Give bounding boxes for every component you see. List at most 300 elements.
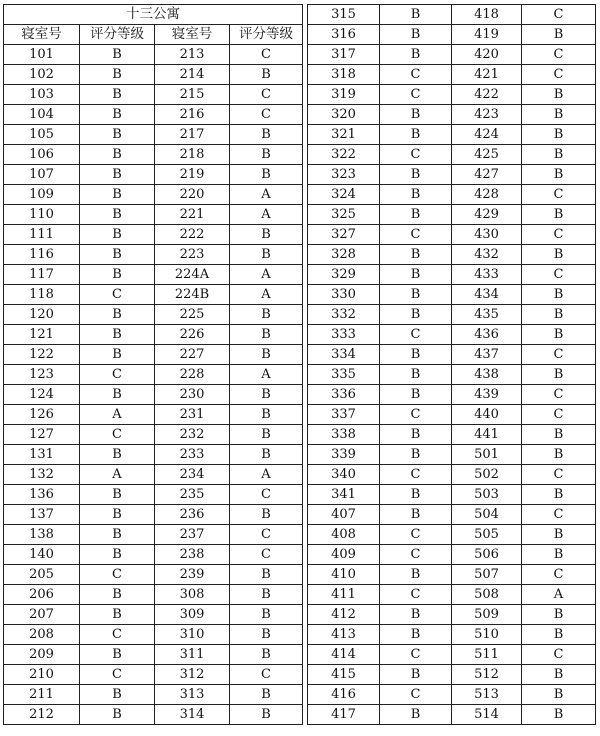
room-number-cell: 418 <box>452 5 522 25</box>
room-number-cell: 501 <box>452 445 522 465</box>
grade-cell: B <box>80 585 155 605</box>
grade-cell: B <box>230 705 303 725</box>
room-number-cell: 329 <box>308 265 380 285</box>
room-number-cell: 117 <box>4 265 80 285</box>
room-number-cell: 207 <box>4 605 80 625</box>
room-number-cell: 411 <box>308 585 380 605</box>
room-number-cell: 231 <box>155 405 230 425</box>
grade-cell: B <box>522 445 596 465</box>
room-number-cell: 120 <box>4 305 80 325</box>
grade-cell: B <box>80 245 155 265</box>
grade-cell: A <box>80 405 155 425</box>
room-number-cell: 109 <box>4 185 80 205</box>
table-row <box>4 365 596 385</box>
grade-cell: B <box>522 605 596 625</box>
grade-cell: C <box>380 525 452 545</box>
grade-cell: B <box>380 485 452 505</box>
grade-cell: B <box>522 285 596 305</box>
grade-cell: B <box>380 205 452 225</box>
room-number-cell: 221 <box>155 205 230 225</box>
room-number-cell: 503 <box>452 485 522 505</box>
grade-cell: C <box>522 265 596 285</box>
room-number-cell: 512 <box>452 665 522 685</box>
room-number-cell: 132 <box>4 465 80 485</box>
grade-cell: C <box>380 465 452 485</box>
grade-cell: C <box>380 85 452 105</box>
room-number-cell: 123 <box>4 365 80 385</box>
room-number-cell: 505 <box>452 525 522 545</box>
room-number-cell: 333 <box>308 325 380 345</box>
room-number-cell: 230 <box>155 385 230 405</box>
grade-cell: B <box>230 505 303 525</box>
grade-cell: B <box>230 225 303 245</box>
room-number-cell: 325 <box>308 205 380 225</box>
room-number-cell: 336 <box>308 385 380 405</box>
grade-cell: B <box>80 325 155 345</box>
room-number-cell: 427 <box>452 165 522 185</box>
room-number-cell: 309 <box>155 605 230 625</box>
grade-cell: B <box>522 165 596 185</box>
grade-cell: B <box>380 125 452 145</box>
grade-cell: B <box>80 645 155 665</box>
grade-cell: B <box>80 265 155 285</box>
grade-cell: C <box>80 665 155 685</box>
grade-cell: C <box>522 465 596 485</box>
room-number-cell: 417 <box>308 705 380 725</box>
grade-cell: A <box>230 185 303 205</box>
room-number-cell: 124 <box>4 385 80 405</box>
grade-cell: C <box>522 225 596 245</box>
room-number-cell: 441 <box>452 425 522 445</box>
room-number-cell: 107 <box>4 165 80 185</box>
table-row <box>4 25 596 45</box>
grade-cell: B <box>230 165 303 185</box>
room-number-cell: 105 <box>4 125 80 145</box>
grade-cell: B <box>380 365 452 385</box>
table-row <box>4 285 596 305</box>
grade-cell: B <box>380 45 452 65</box>
room-number-cell: 408 <box>308 525 380 545</box>
grade-cell: B <box>522 665 596 685</box>
room-number-cell: 321 <box>308 125 380 145</box>
room-number-cell: 121 <box>4 325 80 345</box>
room-number-cell: 238 <box>155 545 230 565</box>
room-number-cell: 210 <box>4 665 80 685</box>
grade-cell: B <box>522 85 596 105</box>
grade-cell: B <box>80 225 155 245</box>
grade-cell: B <box>522 525 596 545</box>
grade-cell: C <box>80 285 155 305</box>
grade-cell: C <box>522 505 596 525</box>
grade-cell: B <box>380 165 452 185</box>
room-number-cell: 118 <box>4 285 80 305</box>
room-number-cell: 140 <box>4 545 80 565</box>
room-number-cell: 502 <box>452 465 522 485</box>
grade-cell: B <box>80 505 155 525</box>
grade-cell: C <box>230 665 303 685</box>
grade-cell: C <box>522 345 596 365</box>
room-number-cell: 416 <box>308 685 380 705</box>
room-number-cell: 341 <box>308 485 380 505</box>
room-number-cell: 338 <box>308 425 380 445</box>
grade-cell: C <box>230 45 303 65</box>
grade-cell: C <box>380 65 452 85</box>
room-number-cell: 211 <box>4 685 80 705</box>
room-number-cell: 318 <box>308 65 380 85</box>
room-number-cell: 323 <box>308 165 380 185</box>
table-row <box>4 5 596 25</box>
room-number-cell: 438 <box>452 365 522 385</box>
room-number-cell: 407 <box>308 505 380 525</box>
grade-cell: C <box>80 365 155 385</box>
room-number-cell: 235 <box>155 485 230 505</box>
grade-cell: B <box>80 125 155 145</box>
grade-cell: C <box>80 625 155 645</box>
room-number-cell: 104 <box>4 105 80 125</box>
grade-cell: B <box>380 265 452 285</box>
grade-cell: B <box>522 545 596 565</box>
room-number-cell: 310 <box>155 625 230 645</box>
room-number-cell: 327 <box>308 225 380 245</box>
room-number-cell: 205 <box>4 565 80 585</box>
room-number-cell: 311 <box>155 645 230 665</box>
room-number-cell: 312 <box>155 665 230 685</box>
room-number-cell: 223 <box>155 245 230 265</box>
grade-cell: B <box>380 245 452 265</box>
room-number-cell: 218 <box>155 145 230 165</box>
room-number-cell: 514 <box>452 705 522 725</box>
grade-cell: A <box>230 205 303 225</box>
room-number-cell: 508 <box>452 585 522 605</box>
room-number-cell: 412 <box>308 605 380 625</box>
room-number-cell: 313 <box>155 685 230 705</box>
room-number-cell: 138 <box>4 525 80 545</box>
grade-cell: B <box>522 425 596 445</box>
grade-cell: B <box>522 105 596 125</box>
grade-cell: A <box>230 465 303 485</box>
grade-cell: B <box>80 105 155 125</box>
room-number-cell: 217 <box>155 125 230 145</box>
room-number-cell: 122 <box>4 345 80 365</box>
room-number-cell: 212 <box>4 705 80 725</box>
grade-cell: C <box>380 685 452 705</box>
table-row <box>4 525 596 545</box>
room-number-cell: 507 <box>452 565 522 585</box>
room-number-cell: 420 <box>452 45 522 65</box>
grade-cell: B <box>522 25 596 45</box>
room-number-cell: 110 <box>4 205 80 225</box>
grade-cell: C <box>522 45 596 65</box>
grade-cell: B <box>380 705 452 725</box>
room-number-cell: 131 <box>4 445 80 465</box>
grade-cell: B <box>380 345 452 365</box>
room-number-cell: 434 <box>452 285 522 305</box>
grade-cell: B <box>522 705 596 725</box>
room-number-cell: 102 <box>4 65 80 85</box>
table-row <box>4 705 596 725</box>
table-row <box>4 445 596 465</box>
room-number-cell: 219 <box>155 165 230 185</box>
grade-cell: C <box>380 145 452 165</box>
grade-cell: B <box>80 85 155 105</box>
room-number-cell: 433 <box>452 265 522 285</box>
table-body <box>4 5 596 725</box>
grade-cell: A <box>230 265 303 285</box>
table-row <box>4 145 596 165</box>
room-number-cell: 136 <box>4 485 80 505</box>
grade-cell: B <box>380 625 452 645</box>
room-number-cell: 225 <box>155 305 230 325</box>
table-row <box>4 105 596 125</box>
room-number-cell: 101 <box>4 45 80 65</box>
room-number-cell: 337 <box>308 405 380 425</box>
grade-cell: A <box>230 365 303 385</box>
room-number-cell: 422 <box>452 85 522 105</box>
grade-cell: B <box>80 705 155 725</box>
room-number-cell: 332 <box>308 305 380 325</box>
room-number-cell: 315 <box>308 5 380 25</box>
grade-cell: B <box>380 385 452 405</box>
room-number-cell: 220 <box>155 185 230 205</box>
grade-cell: B <box>522 625 596 645</box>
grade-cell: B <box>80 45 155 65</box>
grade-cell: C <box>80 565 155 585</box>
grade-cell: B <box>80 525 155 545</box>
grade-cell: B <box>80 165 155 185</box>
grade-cell: B <box>380 285 452 305</box>
grade-cell: C <box>230 545 303 565</box>
grade-cell: C <box>380 225 452 245</box>
room-number-cell: 513 <box>452 685 522 705</box>
room-number-cell: 410 <box>308 565 380 585</box>
grade-cell: B <box>522 245 596 265</box>
room-number-cell: 435 <box>452 305 522 325</box>
grade-cell: B <box>380 565 452 585</box>
table-row <box>4 345 596 365</box>
grade-cell: B <box>80 485 155 505</box>
room-number-cell: 228 <box>155 365 230 385</box>
grade-cell: C <box>230 85 303 105</box>
room-number-cell: 208 <box>4 625 80 645</box>
grade-cell: B <box>380 105 452 125</box>
grade-cell: B <box>230 405 303 425</box>
grade-cell: A <box>80 465 155 485</box>
room-number-cell: 509 <box>452 605 522 625</box>
table-row <box>4 585 596 605</box>
room-number-cell: 236 <box>155 505 230 525</box>
room-number-cell: 423 <box>452 105 522 125</box>
table-row <box>4 185 596 205</box>
grade-cell: B <box>522 485 596 505</box>
room-number-cell: 339 <box>308 445 380 465</box>
table-row <box>4 85 596 105</box>
grade-cell: B <box>522 685 596 705</box>
grade-cell: C <box>522 645 596 665</box>
room-number-cell: 137 <box>4 505 80 525</box>
room-number-cell: 425 <box>452 145 522 165</box>
grade-cell: A <box>522 585 596 605</box>
grade-header: 评分等级 <box>80 25 155 45</box>
room-number-cell: 314 <box>155 705 230 725</box>
grade-cell: B <box>80 205 155 225</box>
table-row <box>4 265 596 285</box>
room-number-cell: 106 <box>4 145 80 165</box>
table-row <box>4 625 596 645</box>
table-row <box>4 465 596 485</box>
table-row <box>4 385 596 405</box>
grade-cell: C <box>230 485 303 505</box>
room-number-cell: 414 <box>308 645 380 665</box>
grade-cell: C <box>80 425 155 445</box>
grade-cell: B <box>522 305 596 325</box>
room-number-cell: 232 <box>155 425 230 445</box>
grade-cell: B <box>230 325 303 345</box>
grade-cell: B <box>230 645 303 665</box>
grade-cell: B <box>230 445 303 465</box>
room-number-header: 寝室号 <box>4 25 80 45</box>
room-number-cell: 103 <box>4 85 80 105</box>
grade-cell: B <box>80 185 155 205</box>
grade-cell: C <box>522 405 596 425</box>
room-number-header: 寝室号 <box>155 25 230 45</box>
room-number-cell: 224B <box>155 285 230 305</box>
grade-cell: B <box>230 425 303 445</box>
grade-cell: C <box>522 185 596 205</box>
room-number-cell: 227 <box>155 345 230 365</box>
grade-cell: B <box>80 545 155 565</box>
table-row <box>4 165 596 185</box>
grade-cell: A <box>230 285 303 305</box>
grade-cell: B <box>380 445 452 465</box>
grade-cell: B <box>230 145 303 165</box>
room-number-cell: 213 <box>155 45 230 65</box>
room-number-cell: 320 <box>308 105 380 125</box>
table-row <box>4 225 596 245</box>
grade-cell: B <box>380 305 452 325</box>
table-row <box>4 605 596 625</box>
grade-cell: B <box>230 565 303 585</box>
room-number-cell: 510 <box>452 625 522 645</box>
room-number-cell: 436 <box>452 325 522 345</box>
grade-cell: B <box>80 685 155 705</box>
grade-cell: B <box>80 445 155 465</box>
grade-cell: B <box>380 425 452 445</box>
room-number-cell: 432 <box>452 245 522 265</box>
room-number-cell: 330 <box>308 285 380 305</box>
room-number-cell: 126 <box>4 405 80 425</box>
table-row <box>4 425 596 445</box>
grade-cell: B <box>522 145 596 165</box>
room-number-cell: 424 <box>452 125 522 145</box>
grade-cell: C <box>230 525 303 545</box>
room-number-cell: 127 <box>4 425 80 445</box>
table-row <box>4 65 596 85</box>
room-number-cell: 430 <box>452 225 522 245</box>
room-number-cell: 437 <box>452 345 522 365</box>
room-number-cell: 409 <box>308 545 380 565</box>
room-number-cell: 317 <box>308 45 380 65</box>
grade-cell: B <box>380 5 452 25</box>
room-number-cell: 226 <box>155 325 230 345</box>
grade-cell: B <box>80 65 155 85</box>
room-number-cell: 216 <box>155 105 230 125</box>
grade-cell: B <box>230 385 303 405</box>
table-row <box>4 245 596 265</box>
room-number-cell: 439 <box>452 385 522 405</box>
grade-cell: B <box>230 65 303 85</box>
grade-cell: B <box>230 625 303 645</box>
table-row <box>4 45 596 65</box>
room-number-cell: 415 <box>308 665 380 685</box>
grade-cell: C <box>522 65 596 85</box>
room-number-cell: 316 <box>308 25 380 45</box>
room-number-cell: 511 <box>452 645 522 665</box>
room-number-cell: 421 <box>452 65 522 85</box>
room-number-cell: 214 <box>155 65 230 85</box>
grade-cell: B <box>230 685 303 705</box>
room-number-cell: 413 <box>308 625 380 645</box>
room-number-cell: 504 <box>452 505 522 525</box>
table-row <box>4 325 596 345</box>
table-row <box>4 485 596 505</box>
grade-cell: B <box>80 605 155 625</box>
room-number-cell: 224A <box>155 265 230 285</box>
room-number-cell: 419 <box>452 25 522 45</box>
grade-cell: B <box>380 605 452 625</box>
room-number-cell: 209 <box>4 645 80 665</box>
room-number-cell: 237 <box>155 525 230 545</box>
table-row <box>4 125 596 145</box>
grade-cell: B <box>80 305 155 325</box>
grade-cell: C <box>522 385 596 405</box>
grade-cell: C <box>380 325 452 345</box>
room-number-cell: 440 <box>452 405 522 425</box>
grade-cell: C <box>230 105 303 125</box>
room-number-cell: 322 <box>308 145 380 165</box>
room-number-cell: 111 <box>4 225 80 245</box>
grade-cell: C <box>380 545 452 565</box>
table-row <box>4 205 596 225</box>
apartment-title: 十三公寓 <box>4 5 303 25</box>
grade-cell: B <box>380 185 452 205</box>
room-number-cell: 319 <box>308 85 380 105</box>
room-number-cell: 116 <box>4 245 80 265</box>
table-row <box>4 505 596 525</box>
grade-cell: B <box>522 365 596 385</box>
room-number-cell: 239 <box>155 565 230 585</box>
room-number-cell: 308 <box>155 585 230 605</box>
table-row <box>4 545 596 565</box>
grade-cell: B <box>380 665 452 685</box>
grade-cell: B <box>230 585 303 605</box>
room-number-cell: 335 <box>308 365 380 385</box>
grade-cell: B <box>230 305 303 325</box>
grade-cell: B <box>380 25 452 45</box>
table-row <box>4 305 596 325</box>
table-row <box>4 685 596 705</box>
grade-cell: C <box>380 645 452 665</box>
room-number-cell: 506 <box>452 545 522 565</box>
room-number-cell: 215 <box>155 85 230 105</box>
table-row <box>4 565 596 585</box>
grade-cell: B <box>522 205 596 225</box>
room-number-cell: 206 <box>4 585 80 605</box>
room-number-cell: 233 <box>155 445 230 465</box>
grade-cell: B <box>230 245 303 265</box>
grade-cell: B <box>522 125 596 145</box>
room-number-cell: 429 <box>452 205 522 225</box>
dormitory-grade-table <box>3 4 596 725</box>
